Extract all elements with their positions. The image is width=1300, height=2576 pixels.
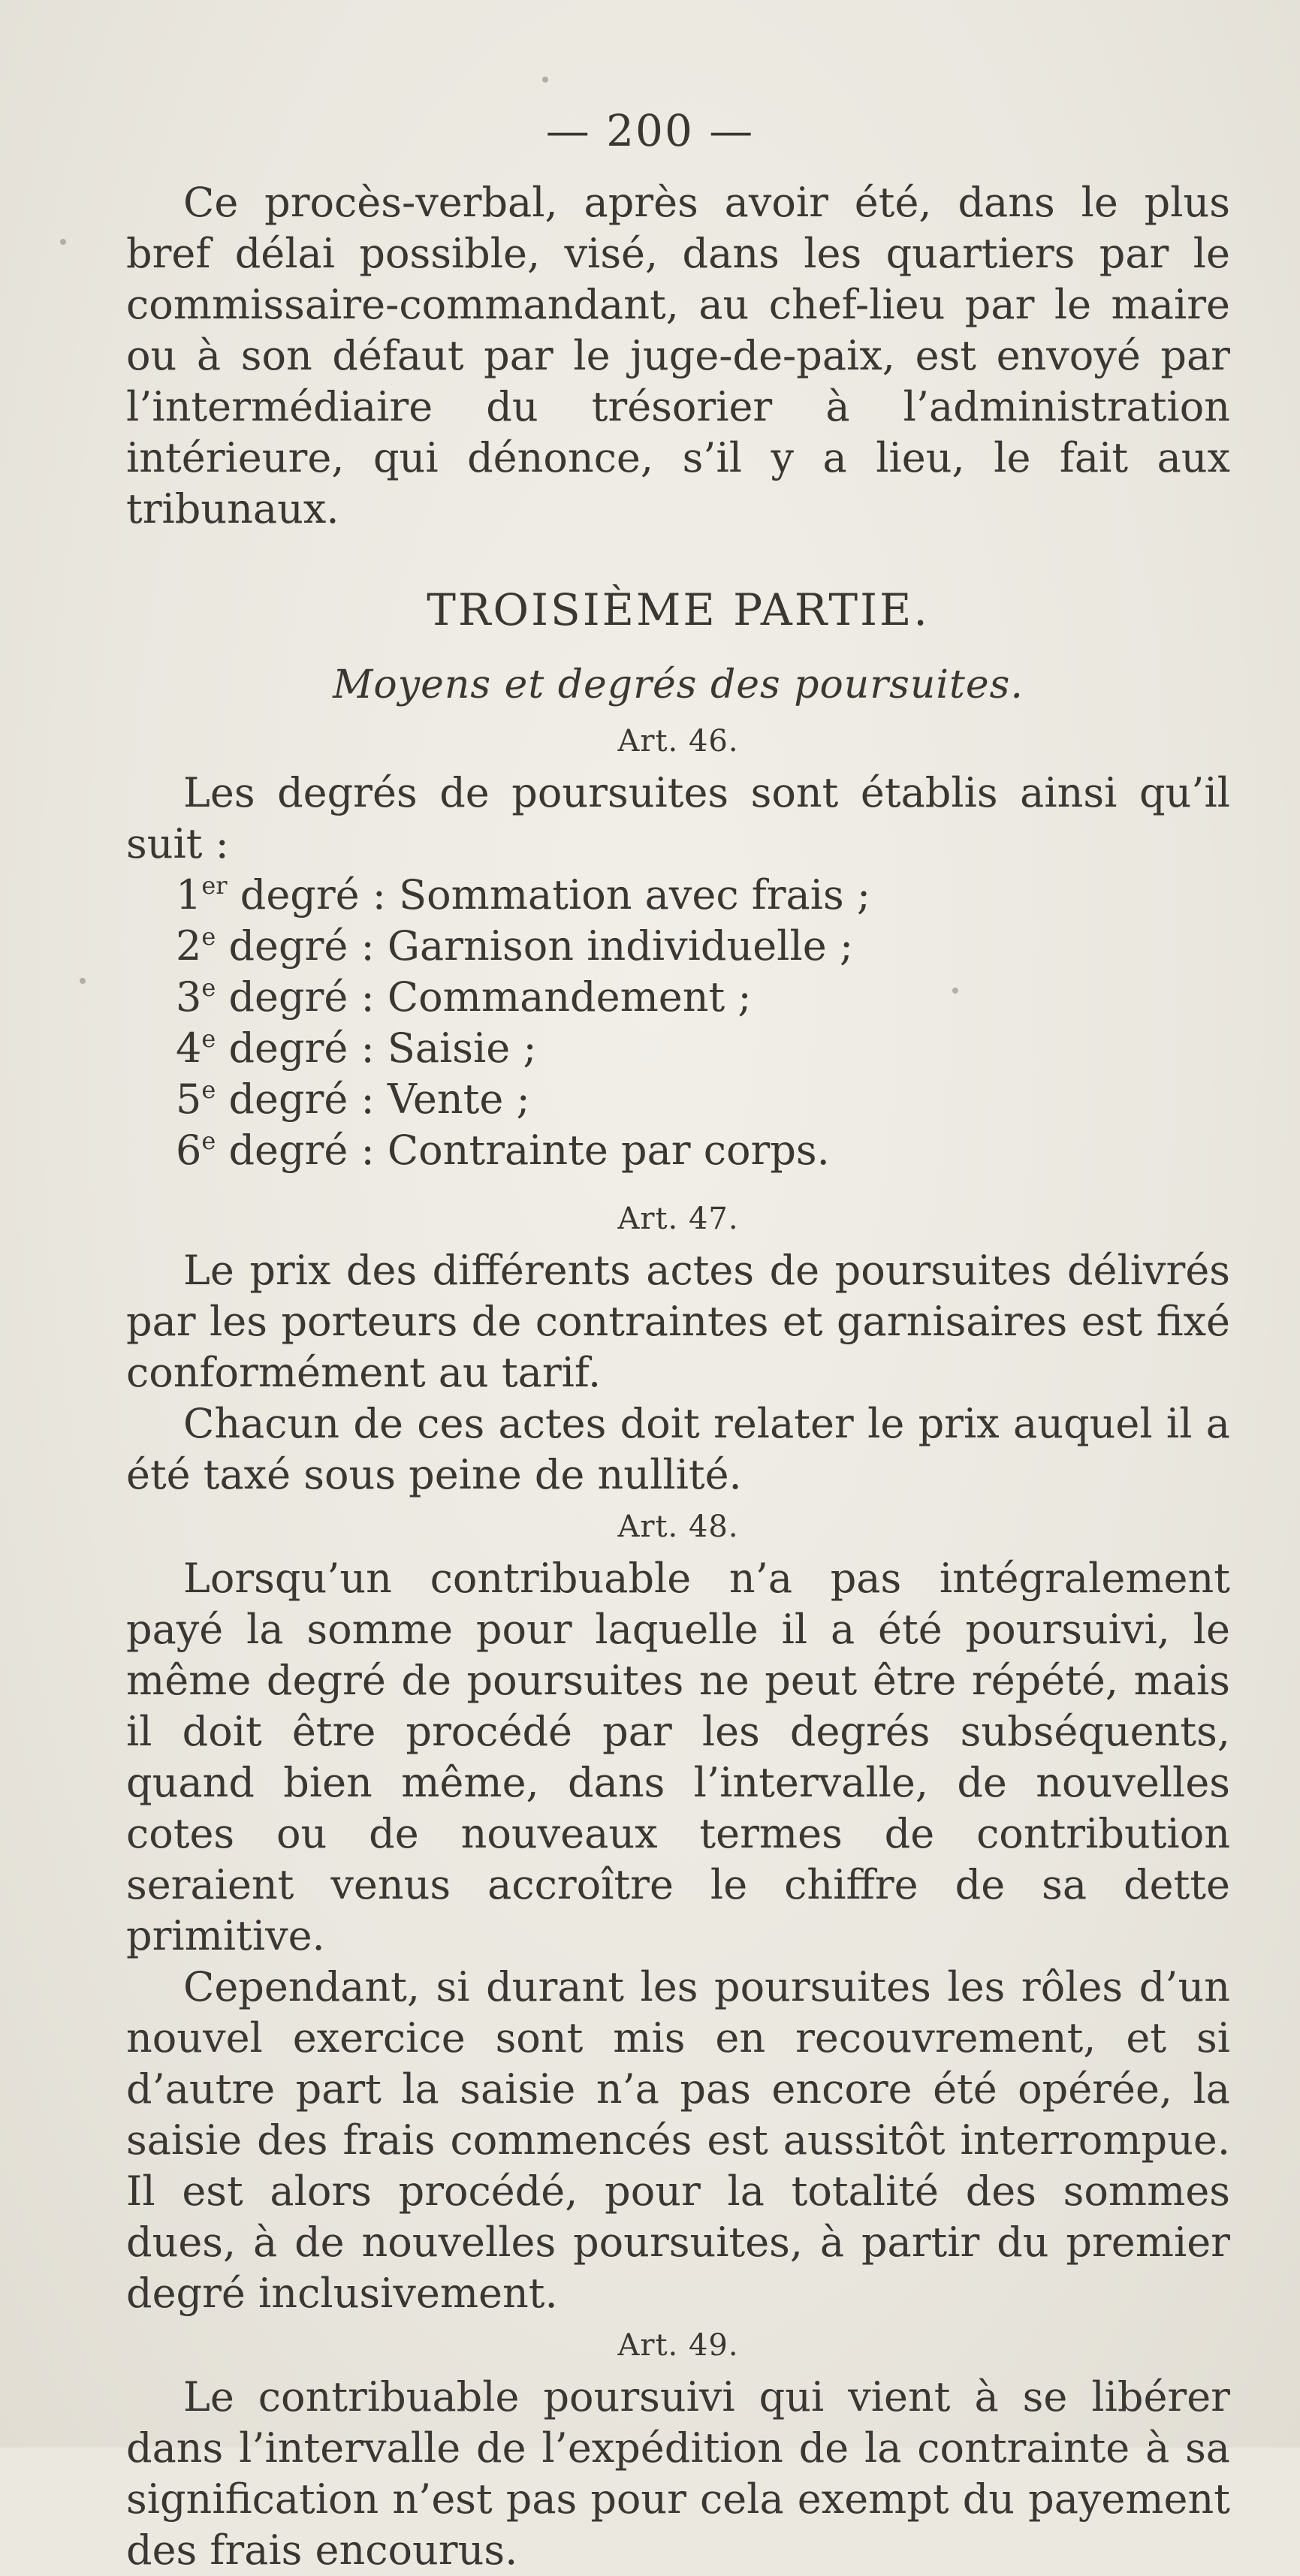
- article-49-paragraph-1: Le contribuable poursuivi qui vient à se libérer dans l’intervalle de l’expédition de la contrainte à sa signification n’est pas pour cela exempt du payement des frais encourus.: [126, 2373, 1230, 2574]
- degree-item: 2e degré : Garnison individuelle ;: [176, 922, 854, 970]
- article-47-paragraph-1: Le prix des différents actes de poursuites délivrés par les porteurs de contraintes et garnisaires est fixé conformément au tarif.: [126, 1247, 1230, 1396]
- part-subtitle: Moyens et degrés des poursuites.: [333, 662, 1024, 707]
- article-47-paragraph-2: Chacun de ces actes doit relater le prix auquel il a été taxé sous peine de nullité.: [126, 1400, 1230, 1498]
- article-49-label: Art. 49.: [617, 2328, 739, 2363]
- speck: [542, 77, 548, 83]
- article-48-paragraph-2: Cependant, si durant les poursuites les rôles d’un nouvel exercice sont mis en recouvrement, et si d’autre part la saisie n’a pas encore été opérée, la saisie des frais commencés est aussitôt interrompue. Il est alors procédé, pour la totalité des sommes dues, à de nouvelles poursuites, à partir du premier degré inclusivement.: [126, 1963, 1230, 2317]
- article-48-label: Art. 48.: [617, 1510, 739, 1544]
- degree-item: 1er degré : Sommation avec frais ;: [176, 871, 871, 918]
- text-body: [126, 177, 1230, 2576]
- article-47-label: Art. 47.: [617, 1202, 739, 1236]
- degree-item: 3e degré : Commandement ;: [176, 973, 752, 1021]
- part-title: TROISIÈME PARTIE.: [427, 584, 930, 635]
- article-46-label: Art. 46.: [617, 724, 739, 759]
- article-48-paragraph-1: Lorsqu’un contribuable n’a pas intégralement payé la somme pour laquelle il a été poursuivi, le même degré de poursuites ne peut être répété, mais il doit être procédé par les degrés subséquents, quand bien même, dans l’intervalle, de nouvelles cotes ou de nouveaux termes de contribution seraient venus accroître le chiffre de sa dette primitive.: [126, 1555, 1230, 1959]
- speck: [80, 978, 86, 984]
- degree-item: 4e degré : Saisie ;: [176, 1024, 537, 1072]
- degree-item: 5e degré : Vente ;: [176, 1075, 530, 1123]
- article-46-intro: Les degrés de poursuites sont établis ainsi qu’il suit :: [126, 769, 1230, 867]
- page-number: — 200 —: [545, 105, 755, 156]
- paragraph-proces-verbal: Ce procès-verbal, après avoir été, dans le plus bref délai possible, visé, dans les quartiers par le commissaire-commandant, au chef-lieu par le maire ou à son défaut par le juge-de-paix, est envoyé par l’intermédiaire du trésorier à l’administration intérieure, qui dénonce, s’il y a lieu, le fait aux tribunaux.: [126, 179, 1230, 532]
- degree-item: 6e degré : Contrainte par corps.: [176, 1127, 830, 1174]
- degrees-list: [126, 870, 1230, 1176]
- speck: [60, 239, 66, 245]
